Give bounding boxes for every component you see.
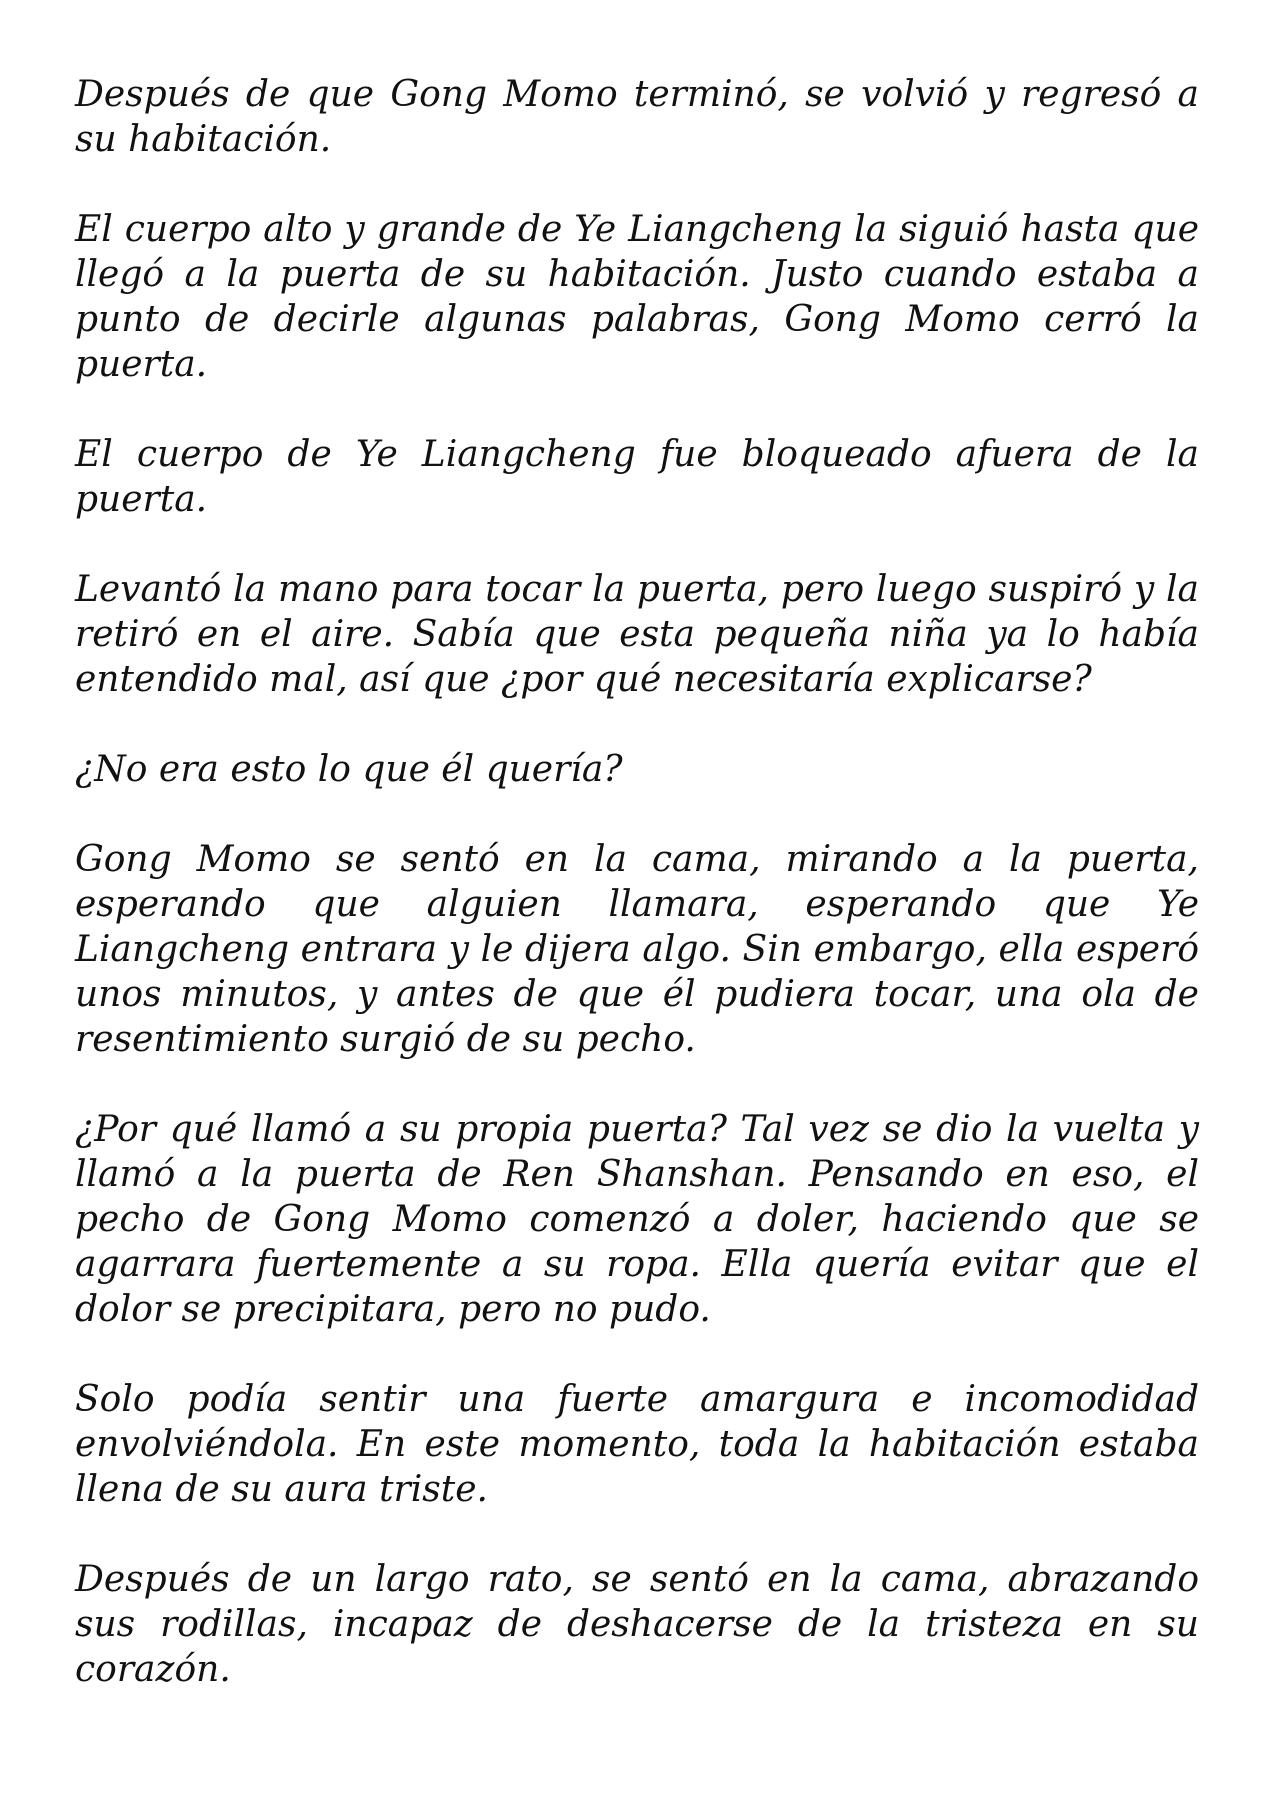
paragraph: Gong Momo se sentó en la cama, mirando a la puerta, esperando que alguien llamara, esperando que Ye Liangcheng entrara y le dijera algo. Sin embargo, ella esperó unos minutos, y antes de que él pudiera tocar, una ola de resentimiento surgió de su pecho.: [75, 839, 1199, 1060]
paragraph: ¿No era esto lo que él quería?: [75, 749, 623, 790]
paragraph: Solo podía sentir una fuerte amargura e incomodidad envolviéndola. En este momento, toda la habitación estaba llena de su aura triste.: [75, 1379, 1199, 1510]
paragraph: Levantó la mano para tocar la puerta, pero luego suspiró y la retiró en el aire. Sabía que esta pequeña niña ya lo había entendido mal, así que ¿por qué necesitaría explicarse?: [75, 569, 1199, 700]
paragraph: El cuerpo alto y grande de Ye Liangcheng la siguió hasta que llegó a la puerta de su habitación. Justo cuando estaba a punto de decirle algunas palabras, Gong Momo cerró la puerta.: [75, 209, 1199, 385]
paragraph: Después de un largo rato, se sentó en la cama, abrazando sus rodillas, incapaz de deshacerse de la tristeza en su corazón.: [75, 1559, 1199, 1690]
paragraph: El cuerpo de Ye Liangcheng fue bloqueado afuera de la puerta.: [75, 434, 1199, 520]
document-body: [75, 72, 1199, 1692]
paragraph: ¿Por qué llamó a su propia puerta? Tal vez se dio la vuelta y llamó a la puerta de Ren Shanshan. Pensando en eso, el pecho de Gong Momo comenzó a doler, haciendo que se agarrara fuertemente a su ropa. Ella quería evitar que el dolor se precipitara, pero no pudo.: [75, 1109, 1199, 1330]
paragraph: Después de que Gong Momo terminó, se volvió y regresó a su habitación.: [75, 74, 1199, 160]
